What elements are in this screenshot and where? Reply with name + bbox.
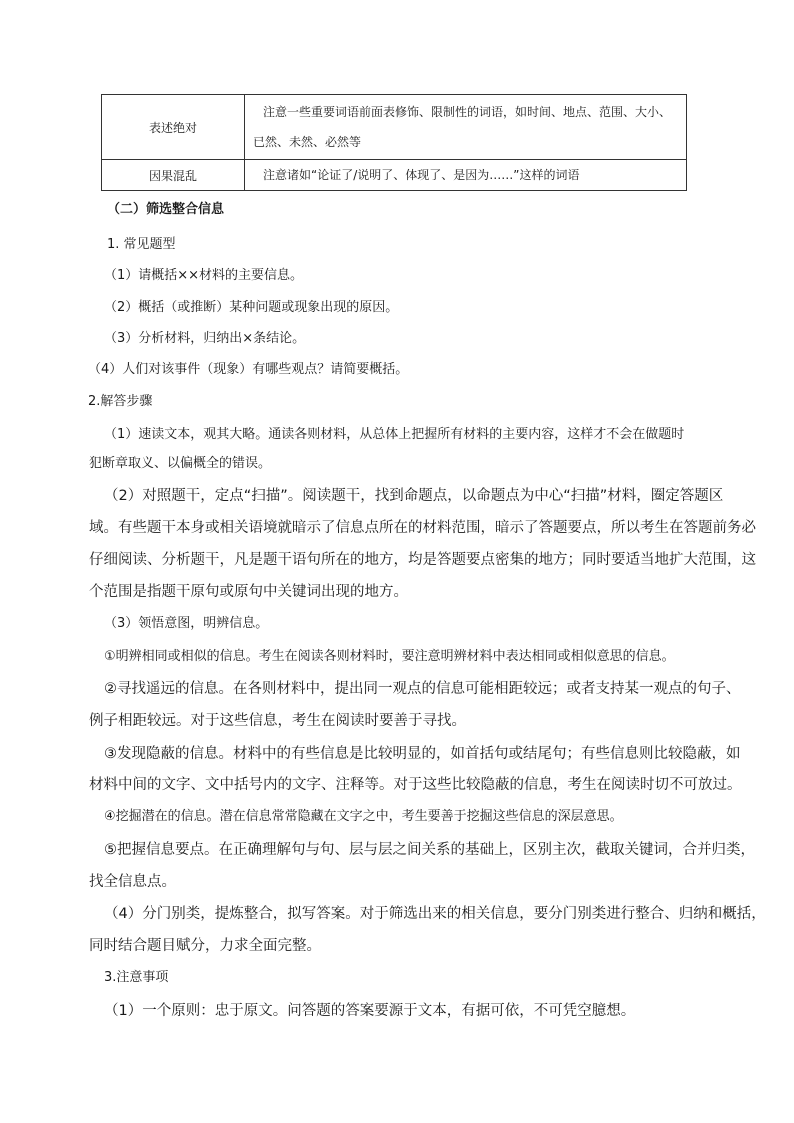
paragraph-line: （4）分门别类，提炼整合，拟写答案。对于筛选出来的相关信息，要分门别类进行整合、归纳和概括， xyxy=(104,906,766,922)
subsection-title: 3.注意事项 xyxy=(104,970,169,985)
table-row-label: 表述绝对 xyxy=(102,95,245,160)
paragraph-line: （2）对照题干，定点“扫描”。阅读题干，找到命题点，以命题点为中心“扫描”材料，圈定答题区 xyxy=(104,488,724,504)
paragraph-line: 找全信息点。 xyxy=(89,874,176,890)
paragraph-line: 仔细阅读、分析题干，凡是题干语句所在的地方，均是答题要点密集的地方；同时要适当地扩大范围，这 xyxy=(89,552,756,568)
list-item: （2）概括（或推断）某种问题或现象出现的原因。 xyxy=(104,300,399,315)
paragraph-line: 域。有些题干本身或相关语境就暗示了信息点所在的材料范围，暗示了答题要点，所以考生在答题前务必 xyxy=(89,520,756,536)
paragraph-line: 个范围是指题干原句或原句中关键词出现的地方。 xyxy=(89,584,408,600)
table-row-text: 注意诸如“论证了/说明了、体现了、是因为……”这样的词语 xyxy=(245,160,687,191)
section-title: （二）筛选整合信息 xyxy=(107,202,225,217)
table-row-text: 注意一些重要词语前面表修饰、限制性的词语，如时间、地点、范围、大小、已然、未然、必然等 xyxy=(245,95,687,160)
paragraph-line: ③发现隐蔽的信息。材料中的有些信息是比较明显的，如首括句或结尾句；有些信息则比较隐蔽，如 xyxy=(104,746,741,762)
paragraph-line: （1）速读文本，观其大略。通读各则材料，从总体上把握所有材料的主要内容，这样才不会在做题时 xyxy=(104,427,685,442)
list-item: （1）请概括××材料的主要信息。 xyxy=(104,268,304,283)
table-row xyxy=(102,160,687,191)
paragraph-line: 犯断章取义、以偏概全的错误。 xyxy=(89,456,272,471)
paragraph-line: 例子相距较远。对于这些信息，考生在阅读时要善于寻找。 xyxy=(89,713,466,729)
paragraph-line: （3）领悟意图，明辨信息。 xyxy=(104,616,269,631)
list-item: （4）人们对该事件（现象）有哪些观点？请简要概括。 xyxy=(88,362,409,377)
list-item: （3）分析材料，归纳出×条结论。 xyxy=(104,331,306,346)
subsection-title: 1. 常见题型 xyxy=(107,237,176,252)
table-row xyxy=(102,95,687,160)
paragraph-line: ⑤把握信息要点。在正确理解句与句、层与层之间关系的基础上，区别主次，截取关键词，合并归类， xyxy=(104,842,755,858)
info-table xyxy=(101,94,687,191)
table-row-label: 因果混乱 xyxy=(102,160,245,191)
paragraph-line: ④挖掘潜在的信息。潜在信息常常隐藏在文字之中，考生要善于挖掘这些信息的深层意思。 xyxy=(104,809,623,824)
subsection-title: 2.解答步骤 xyxy=(88,394,153,409)
paragraph-line: 材料中间的文字、文中括号内的文字、注释等。对于这些比较隐蔽的信息，考生在阅读时切不可放过。 xyxy=(89,777,742,793)
paragraph-line: 同时结合题目赋分，力求全面完整。 xyxy=(89,938,321,954)
paragraph-line: ②寻找遥远的信息。在各则材料中，提出同一观点的信息可能相距较远；或者支持某一观点的句子、 xyxy=(104,681,741,697)
paragraph-line: ①明辨相同或相似的信息。考生在阅读各则材料时，要注意明辨材料中表达相同或相似意思的信息。 xyxy=(104,649,675,664)
list-item: （1）一个原则：忠于原文。问答题的答案要源于文本，有据可依，不可凭空臆想。 xyxy=(104,1003,636,1019)
